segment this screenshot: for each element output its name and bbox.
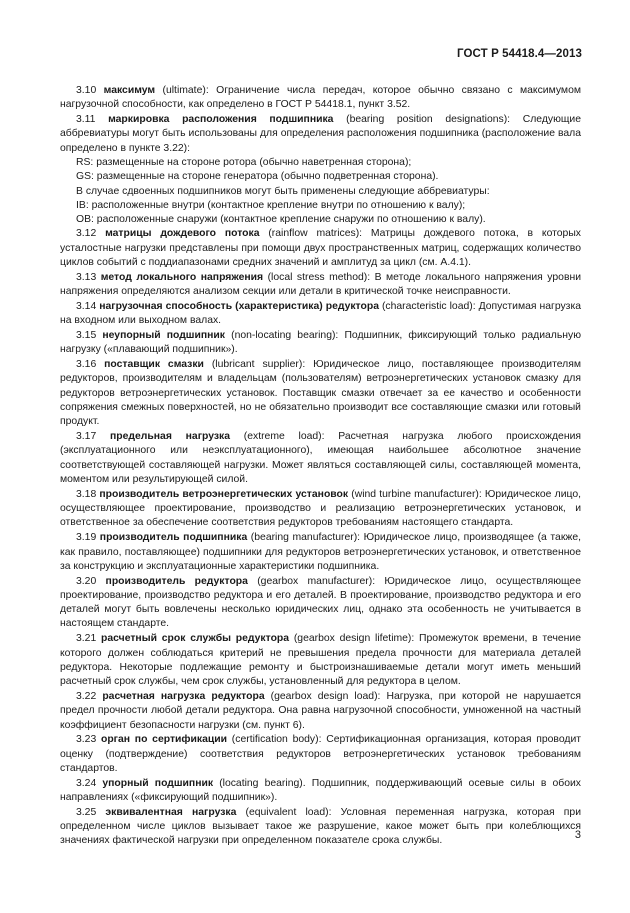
definition-3-23 (60, 733, 581, 776)
definition-text: (gearbox manufacturer): Юридическое лицо, осуществляющее проектирование, производство редуктора и его деталей. В проектирование, производство редуктора и его деталей могут быть вовлечены несколько юридических лиц, однако эта особенность не учитывается в настоящем стандарте. (60, 575, 581, 630)
term: производитель подшипника (99, 532, 248, 544)
clause-number: 3.23 (76, 734, 97, 746)
definition-text: (lubricant supplier): Юридическое лицо, поставляющее производителям редукторов, производителям и владельцам (пользователям) ветроэнергетических установок смазку для редукторов ветроэнергетических установок. Поставщик смазки отвечает за ее качество и особенности сопряжения смежных поверхностей, но не обязательно производит все составляющие смазки или готовый продукт. (60, 359, 581, 428)
term: эквивалентная нагрузка (105, 806, 237, 818)
definition-text: (bearing position designations): Следующие аббревиатуры могут быть использованы для определения расположения подшипника (расположение вала определено в пункте 3.22): (60, 114, 581, 154)
clause-number: 3.22 (76, 690, 97, 702)
term: маркировка расположения подшипника (108, 114, 334, 126)
clause-number: 3.25 (76, 806, 97, 818)
bearing-abbreviation-rs: RS: размещенные на стороне ротора (обычно наветренная сторона); (76, 156, 412, 168)
definition-text: (certification body): Сертификационная организация, которая проводит оценку (подтверждение) соответствия редукторов ветроэнергетических установок требованиям стандартов. (60, 734, 582, 774)
clause-number: 3.13 (76, 271, 97, 283)
definition-3-16 (60, 358, 581, 429)
clause-number: 3.19 (76, 532, 97, 544)
definition-text: (characteristic load): Допустимая нагрузка на входном или выходном валах. (60, 300, 581, 327)
clause-number: 3.24 (76, 777, 97, 789)
definition-3-19 (60, 531, 581, 574)
definitions-body (60, 84, 581, 849)
term: производитель ветроэнергетических установок (99, 488, 349, 500)
definition-text: (rainflow matrices): Матрицы дождевого потока, в которых усталостные нагрузки представлены при помощи двух пространственных матриц, содержащих количество циклов событий с поддиапазонами средних значений и амплитуд за цикл (см. А.4.1). (60, 228, 581, 269)
definition-3-12 (60, 227, 581, 270)
definition-text: (local stress method): В методе локального напряжения уровни напряжения определяются анализом секции или детали в критической точке неисправности. (60, 271, 582, 298)
definition-text: (locating bearing). Подшипник, поддерживающий осевые силы в обоих направлениях («фиксирующий подшипник»). (60, 777, 582, 804)
clause-number: 3.15 (76, 330, 97, 342)
definition-text: (wind turbine manufacturer): Юридическое лицо, осуществляющее проектирование, производство и реализацию ветроэнергетических установок, и ответственное за обеспечение соответствия редукторов требованиям настоящего стандарта. (60, 488, 581, 529)
definition-text: (gearbox design lifetime): Промежуток времени, в течение которого должен соблюдаться критерий не превышения предела прочности для материала деталей редуктора. Некоторые подлежащие ремонту и быстроизнашиваемые детали могут иметь меньший расчетный срок службы, чем срок службы, установленный для редуктора в целом. (60, 633, 582, 688)
definition-text: (bearing manufacturer): Юридическое лицо, производящее (а также, как правило, поставляющее) подшипники для редукторов ветроэнергетических установок, и ответственное за конструкцию и эксплуатационные характеристики подшипника. (60, 532, 581, 572)
definition-text: (equivalent load): Условная переменная нагрузка, которая при определенном числе циклов вызывает такое же разрушение, какое может быть при колеблющихся значениях фактической нагрузки при определенном показателе срока службы. (60, 806, 582, 847)
term: расчетная нагрузка редуктора (102, 690, 265, 702)
definition-3-15 (60, 329, 581, 358)
term: нагрузочная способность (характеристика) редуктора (99, 300, 379, 312)
definition-3-22 (60, 690, 581, 733)
definition-3-13 (60, 271, 581, 300)
clause-number: 3.17 (76, 431, 97, 443)
term: метод локального напряжения (100, 271, 264, 283)
definition-3-25 (60, 806, 581, 849)
definition-3-17 (60, 430, 581, 487)
term: предельная нагрузка (110, 431, 231, 443)
page-number: 3 (574, 829, 581, 841)
definition-text: (extreme load): Расчетная нагрузка любого происхождения (эксплуатационного или неэксплуатационного), имеющая наибольшее абсолютное значение соответствующей составляющей нагрузки. Может являться составляющей силы, составляющей момента, моментом или результирующей силой. (60, 431, 581, 486)
clause-number: 3.14 (76, 300, 97, 312)
clause-number: 3.12 (76, 228, 97, 240)
clause-number: 3.21 (76, 633, 97, 645)
definition-text: (non-locating bearing): Подшипник, фиксирующий только радиальную нагрузку («плавающий подшипник»). (60, 330, 581, 356)
bearing-abbreviation-gs: GS: размещенные на стороне генератора (обычно подветренная сторона). (76, 171, 439, 183)
definition-3-24 (60, 777, 581, 806)
term: производитель редуктора (105, 575, 248, 587)
definition-3-21 (60, 632, 581, 689)
definition-3-10 (60, 84, 581, 113)
definition-text: (ultimate): Ограничение числа передач, которое обычно связано с максимумом нагрузочной способности, как определено в ГОСТ Р 54418.1, пункт 3.52. (60, 85, 581, 111)
definition-3-18 (60, 488, 581, 531)
term: поставщик смазки (104, 359, 204, 371)
definition-3-20 (60, 575, 581, 632)
definition-3-14 (60, 300, 581, 329)
term: расчетный срок службы редуктора (101, 633, 290, 645)
clause-number: 3.10 (76, 85, 97, 96)
term: орган по сертификации (100, 734, 228, 746)
term: упорный подшипник (102, 777, 214, 789)
page-header-standard: ГОСТ Р 54418.4—2013 (457, 48, 582, 60)
clause-number: 3.11 (76, 114, 96, 126)
clause-number: 3.18 (76, 488, 97, 500)
bearing-abbreviation-intro: В случае сдвоенных подшипников могут быть применены следующие аббревиатуры: (76, 185, 490, 197)
bearing-abbreviation-ib: IB: расположенные внутри (контактное крепление внутри по отношению к валу); (76, 199, 466, 211)
definition-text: (gearbox design load): Нагрузка, при которой не нарушается предел прочности любой детали редуктора. Она равна нагрузочной способности, умноженной на частный коэффициент безопасности нагрузки (см. пункт 6). (60, 690, 581, 731)
term: неупорный подшипник (102, 330, 225, 342)
bearing-abbreviation-ob: OB: расположенные снаружи (контактное крепление снаружи по отношению к валу). (76, 214, 486, 226)
clause-number: 3.16 (76, 359, 97, 371)
definition-3-11 (60, 113, 581, 156)
clause-number: 3.20 (76, 575, 97, 587)
term: максимум (103, 85, 156, 96)
term: матрицы дождевого потока (105, 228, 260, 240)
